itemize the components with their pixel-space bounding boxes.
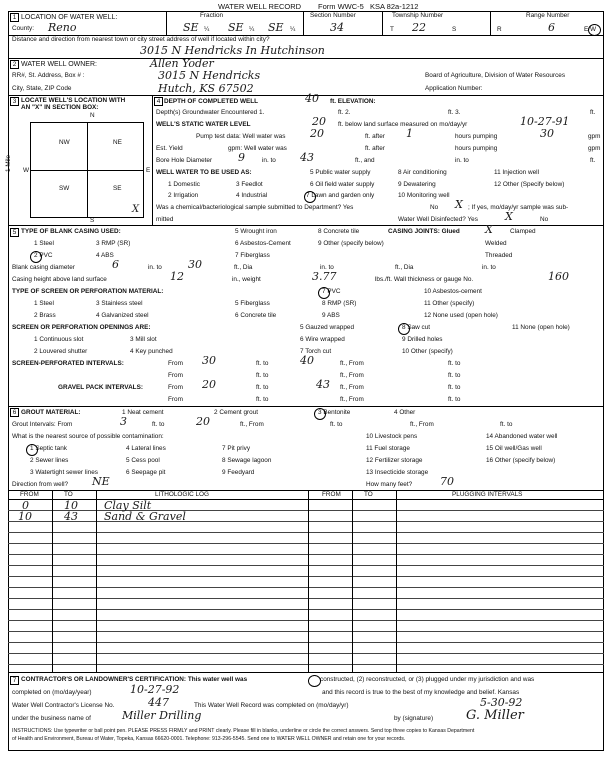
range-label: Range Number <box>526 12 570 19</box>
log-rule-line <box>8 620 604 621</box>
feet-value: 70 <box>440 475 454 488</box>
bore-value: 9 <box>238 151 245 164</box>
log-row-2-to: 43 <box>64 510 78 523</box>
casing-1: 1 Steel <box>34 240 54 247</box>
pump-gpm: 30 <box>540 127 554 140</box>
yield-hours: hours pumping <box>455 145 498 152</box>
blank-ft-dia: ft., Dia <box>234 264 253 271</box>
record-completed-date: 5-30-92 <box>480 696 523 709</box>
license-label: Water Well Contractor's License No. <box>12 702 115 709</box>
ne-quadrant: NE <box>113 139 122 146</box>
gp-from: 20 <box>202 378 216 391</box>
section-1-number: 1 <box>10 13 19 22</box>
bore-in-to: in. to <box>262 157 276 164</box>
grout-ft-from-2: ft., From <box>410 421 434 428</box>
contam-8: 8 Sewage lagoon <box>222 457 272 464</box>
gp-to-label: ft. to <box>256 384 269 391</box>
record-completed-label: This Water Well Record was completed on (mo/day/yr) <box>194 702 349 709</box>
range-r: R <box>497 26 502 33</box>
contam-1-circle <box>26 444 38 456</box>
lithologic-log-header: LITHOLOGIC LOG <box>155 491 209 498</box>
clamped-label: Clamped <box>510 228 536 235</box>
quarter-2: SE <box>228 21 244 34</box>
log-rule-line <box>8 510 604 511</box>
locate-label-2: AN "X" IN SECTION BOX: <box>21 104 99 111</box>
section-2-number: 2 <box>10 60 19 69</box>
depth-label: DEPTH OF COMPLETED WELL <box>164 98 259 105</box>
sp-ft-from-2: ft., From <box>340 372 364 379</box>
threaded-label: Threaded <box>485 252 513 259</box>
gp-to-label-4: ft. to <box>448 396 461 403</box>
north-label: N <box>90 112 95 119</box>
log-row-2-desc: Sand & Gravel <box>104 510 186 523</box>
contam-13: 13 Insecticide storage <box>366 469 429 476</box>
township-value: 22 <box>412 21 426 34</box>
log-rule-line <box>8 532 604 533</box>
use-label: WELL WATER TO BE USED AS: <box>156 169 252 176</box>
form-number: Form WWC-5 <box>318 2 364 11</box>
screen-2: 2 Brass <box>34 312 56 319</box>
address-value: 3015 N Hendricks <box>158 69 261 82</box>
bore-to-value: 43 <box>300 151 314 164</box>
grout-from: 3 <box>120 415 127 428</box>
log-rule-line <box>8 521 604 522</box>
nw-quadrant: NW <box>59 139 70 146</box>
county-value: Reno <box>48 21 77 34</box>
sp-to-label-2: ft. to <box>448 360 461 367</box>
east-label: E <box>146 167 151 174</box>
quarter-1: SE <box>183 21 199 34</box>
use-7: 7 Lawn and garden only <box>306 192 375 199</box>
grout-3: 3 Bentonite <box>318 409 351 416</box>
groundwater-ft: ft. <box>590 109 596 116</box>
bore-label: Bore Hole Diameter <box>156 157 213 164</box>
business-value: Miller Drilling <box>122 709 202 722</box>
opening-7: 7 Torch cut <box>300 348 332 355</box>
gp-ft-from: ft., From <box>340 384 364 391</box>
opening-4: 4 Key punched <box>130 348 173 355</box>
casing-2: 2 PVC <box>34 252 53 259</box>
signature-label: by (signature) <box>394 715 434 722</box>
screen-9: 9 ABS <box>322 312 340 319</box>
signature: G. Miller <box>466 708 524 723</box>
grout-ft-to: ft. to <box>152 421 165 428</box>
bore-ft: ft. <box>590 157 596 164</box>
owner-value: Allen Yoder <box>150 57 214 70</box>
grout-1: 1 Neat cement <box>122 409 164 416</box>
opening-5: 5 Gauzed wrapped <box>300 324 355 331</box>
location-label: LOCATION OF WATER WELL: <box>21 14 118 21</box>
contam-10: 10 Livestock pens <box>366 433 418 440</box>
grout-2: 2 Cement grout <box>214 409 259 416</box>
yield-label: Est. Yield <box>156 145 183 152</box>
ksa-number: KSA 82a-1212 <box>370 2 419 11</box>
casing-5: 5 Wrought iron <box>235 228 277 235</box>
west-label: W <box>23 167 30 174</box>
log-rule-line <box>8 598 604 599</box>
plug-to-header: TO <box>364 491 373 498</box>
gp-to-label-2: ft. to <box>448 384 461 391</box>
screen-7-circle <box>318 287 330 299</box>
pump-ft: 20 <box>310 127 324 140</box>
joints-mark: X <box>485 223 493 236</box>
distance-label: Distance and direction from nearest town or city street address of well if located within city? <box>12 36 270 43</box>
city-value: Hutch, KS 67502 <box>158 82 254 95</box>
groundwater-ft3: ft. 3. <box>448 109 461 116</box>
grout-ft-to-3: ft. to <box>500 421 513 428</box>
blank-in-to-3: in. to <box>482 264 496 271</box>
gravel-pack-label: GRAVEL PACK INTERVALS: <box>58 384 143 391</box>
log-rule-line <box>8 565 604 566</box>
casing-2-circle <box>30 251 42 263</box>
casing-weight: 3.77 <box>312 270 337 283</box>
contam-7: 7 Pit privy <box>222 445 251 452</box>
welded-label: Welded <box>485 240 507 247</box>
hours-pumping: hours pumping <box>455 133 498 140</box>
locate-label: LOCATE WELL'S LOCATION WITH <box>21 97 126 104</box>
section-3-number: 3 <box>10 97 19 106</box>
openings-label: SCREEN OR PERFORATION OPENINGS ARE: <box>12 324 151 331</box>
opening-6: 6 Wire wrapped <box>300 336 345 343</box>
well-location-x: X <box>132 204 140 215</box>
use-8: 8 Air conditioning <box>398 169 447 176</box>
casing-9: 9 Other (specify below) <box>318 240 384 247</box>
sp-ft-from: ft., From <box>340 360 364 367</box>
sp-from: 30 <box>202 354 216 367</box>
cert-label: CONTRACTOR'S OR LANDOWNER'S CERTIFICATION: This water well was <box>21 676 248 683</box>
section-number-value: 34 <box>330 21 344 34</box>
quarter-symbol: ¼ <box>249 26 255 33</box>
pump-label: Pump test data: Well water was <box>196 133 286 140</box>
use-6: 6 Oil field water supply <box>310 181 375 188</box>
county-label: County: <box>12 25 35 32</box>
gauge-value: 160 <box>548 270 569 283</box>
yield-after: ft. after <box>365 145 385 152</box>
log-from-header: FROM <box>20 491 39 498</box>
gpm-label: gpm <box>588 133 601 140</box>
pump-after: ft. after <box>365 133 385 140</box>
static-date: 10-27-91 <box>520 115 570 128</box>
opening-8-circle <box>398 323 410 335</box>
gp-to-label-3: ft. to <box>256 396 269 403</box>
blank-ft-dia-2: ft., Dia <box>395 264 414 271</box>
license-value: 447 <box>148 696 169 709</box>
completed-label: completed on (mo/day/year) <box>12 689 92 696</box>
use-3: 3 Feedlot <box>236 181 263 188</box>
elevation-label: ft. ELEVATION: <box>330 98 376 105</box>
quarter-3: SE <box>268 21 284 34</box>
log-rule-line <box>8 642 604 643</box>
contam-16: 16 Other (specify below) <box>486 457 556 464</box>
sp-to-label: ft. to <box>256 360 269 367</box>
instructions-line-2: of Health and Environment, Bureau of Water, Topeka, Kansas 66620-0001. Telephone: 913-296-5545. Send one to WATER WELL OWNER and retain one for your records. <box>12 736 406 742</box>
casing-height: 12 <box>170 270 184 283</box>
sp-to-label-4: ft. to <box>448 372 461 379</box>
contam-1: 1 Septic tank <box>30 445 67 452</box>
screen-12: 12 None used (open hole) <box>424 312 498 319</box>
disinfected-no: No <box>540 216 549 223</box>
section-number-label: Section Number <box>310 12 356 19</box>
contam-3: 3 Watertight sewer lines <box>30 469 98 476</box>
contam-5: 5 Cess pool <box>126 457 160 464</box>
contam-11: 11 Fuel storage <box>366 445 410 452</box>
log-rule-line <box>8 664 604 665</box>
use-1: 1 Domestic <box>168 181 200 188</box>
casing-height-label: Casing height above land surface <box>12 276 107 283</box>
log-row-2-from: 10 <box>18 510 32 523</box>
city-label: City, State, ZIP Code <box>12 85 72 92</box>
screen-intervals-label: SCREEN-PERFORATED INTERVALS: <box>12 360 124 367</box>
opening-2: 2 Louvered shutter <box>34 348 88 355</box>
log-rule-line <box>8 554 604 555</box>
grout-ft-to-2: ft. to <box>330 421 343 428</box>
use-10: 10 Monitoring well <box>398 192 450 199</box>
use-2: 2 Irrigation <box>168 192 199 199</box>
sp-to: 40 <box>300 354 314 367</box>
township-s: S <box>452 26 457 33</box>
range-ew: E/W <box>584 26 597 33</box>
contam-6: 6 Seepage pit <box>126 469 166 476</box>
disinfected-mark: X <box>505 210 513 223</box>
groundwater-label: Depth(s) Groundwater Encountered 1. <box>156 109 265 116</box>
township-t: T <box>390 26 394 33</box>
sp-from-label: From <box>168 360 183 367</box>
instructions-line-1: INSTRUCTIONS: Use typewriter or ball point pen. PLEASE PRESS FIRMLY and PRINT clearly. Please fill in blanks, underline or circle the correct answers. Send top three copies to Kansas Department <box>12 728 475 734</box>
section-5-number: 5 <box>10 228 19 237</box>
screen-5: 5 Fiberglass <box>235 300 270 307</box>
disinfected-label: Water Well Disinfected? Yes <box>398 216 478 223</box>
grout-to: 20 <box>196 415 210 428</box>
township-label: Township Number <box>392 12 444 19</box>
direction-value: NE <box>92 475 110 488</box>
log-rule-line <box>8 653 604 654</box>
contam-14: 14 Abandoned water well <box>486 433 558 440</box>
opening-11: 11 None (open hole) <box>512 324 570 331</box>
completed-tail: and this record is true to the best of my knowledge and belief. Kansas <box>322 689 520 696</box>
opening-3: 3 Mill slot <box>130 336 157 343</box>
log-row-1-from: 0 <box>22 499 29 512</box>
use-12: 12 Other (Specify below) <box>494 181 565 188</box>
screen-3: 3 Stainless steel <box>96 300 143 307</box>
application-label: Application Number: <box>425 85 483 92</box>
casing-7: 7 Fiberglass <box>235 252 270 259</box>
log-rule-line <box>8 609 604 610</box>
log-row-1-to: 10 <box>64 499 78 512</box>
casing-3: 3 RMP (SR) <box>96 240 131 247</box>
chemical-tail: ; If yes, mo/day/yr sample was sub- <box>468 204 569 211</box>
wall-thickness-label: lbs./ft. Wall thickness or gauge No. <box>375 276 474 283</box>
blank-in-to: in. to <box>148 264 162 271</box>
constructed-circle <box>308 675 321 687</box>
gp-ft-from-2: ft., From <box>340 396 364 403</box>
static-value: 20 <box>312 115 326 128</box>
contam-12: 12 Fertilizer storage <box>366 457 423 464</box>
blank-to: 30 <box>188 258 202 271</box>
grout-label: GROUT MATERIAL: <box>21 409 81 416</box>
log-rule-line <box>8 587 604 588</box>
static-tail: ft. below land surface measured on mo/day/yr <box>338 121 468 128</box>
use-9: 9 Dewatering <box>398 181 436 188</box>
form-title: WATER WELL RECORD <box>218 2 302 11</box>
grout-3-circle <box>314 408 326 420</box>
chemical-no: No <box>430 204 439 211</box>
range-value: 6 <box>548 21 555 34</box>
static-label: WELL'S STATIC WATER LEVEL <box>156 121 251 128</box>
opening-8: 8 Saw cut <box>402 324 431 331</box>
joints-label: CASING JOINTS: Glued <box>388 228 460 235</box>
mile-label: 1 Mile <box>5 154 12 172</box>
use-5: 5 Public water supply <box>310 169 371 176</box>
gp-from-label: From <box>168 384 183 391</box>
gp-from-label-2: From <box>168 396 183 403</box>
grout-ft-from: ft., From <box>240 421 264 428</box>
screen-8: 8 RMP (SR) <box>322 300 357 307</box>
plug-from-header: FROM <box>322 491 341 498</box>
chemical-no-mark: X <box>455 198 463 211</box>
south-label: S <box>90 217 95 224</box>
direction-label: Direction from well? <box>12 481 69 488</box>
pump-hours: 1 <box>406 127 413 140</box>
bore-ft-and: ft., and <box>355 157 375 164</box>
distance-value: 3015 N Hendricks In Hutchinson <box>140 44 325 57</box>
section-6-number: 6 <box>10 408 19 417</box>
quarter-symbol: ¼ <box>204 26 210 33</box>
blank-diameter-label: Blank casing diameter <box>12 264 75 271</box>
chemical-sample-label: Was a chemical/bacteriological sample submitted to Department? Yes <box>156 204 354 211</box>
grout-4: 4 Other <box>394 409 416 416</box>
contam-15: 15 Oil well/Gas well <box>486 445 542 452</box>
casing-8: 8 Concrete tile <box>318 228 360 235</box>
plugging-header: PLUGGING INTERVALS <box>452 491 523 498</box>
blank-in-to-2: in. to <box>320 264 334 271</box>
mitted-label: mitted <box>156 216 174 223</box>
yield-gpm-2: gpm <box>588 145 601 152</box>
screen-4: 4 Galvanized steel <box>96 312 149 319</box>
contamination-label: What is the nearest source of possible contamination: <box>12 433 164 440</box>
sp-from-label-2: From <box>168 372 183 379</box>
opening-10: 10 Other (specify) <box>402 348 453 355</box>
contam-9: 9 Feedyard <box>222 469 255 476</box>
completed-date: 10-27-92 <box>130 683 180 696</box>
fraction-label: Fraction <box>200 12 224 19</box>
screen-1: 1 Steel <box>34 300 54 307</box>
casing-4: 4 ABS <box>96 252 114 259</box>
log-to-header: TO <box>64 491 73 498</box>
log-rule-line <box>8 631 604 632</box>
se-quadrant: SE <box>113 185 122 192</box>
contam-4: 4 Lateral lines <box>126 445 166 452</box>
grout-intervals-label: Grout Intervals: From <box>12 421 73 428</box>
log-rule-line <box>8 576 604 577</box>
yield-gpm: gpm: Well water was <box>228 145 287 152</box>
screen-7: 7 PVC <box>322 288 341 295</box>
use-11: 11 Injection well <box>494 169 539 176</box>
gp-to: 43 <box>316 378 330 391</box>
owner-label: WATER WELL OWNER: <box>21 61 97 68</box>
log-rule-line <box>8 543 604 544</box>
groundwater-ft2: ft. 2. <box>338 109 351 116</box>
blank-diameter: 6 <box>112 258 119 271</box>
casing-6: 6 Asbestos-Cement <box>235 240 291 247</box>
opening-9: 9 Drilled holes <box>402 336 443 343</box>
contam-2: 2 Sewer lines <box>30 457 69 464</box>
business-label: under the business name of <box>12 715 91 722</box>
screen-6: 6 Concrete tile <box>235 312 277 319</box>
sw-quadrant: SW <box>59 185 70 192</box>
depth-value: 40 <box>305 92 319 105</box>
address-label: RR#, St. Address, Box # : <box>12 72 85 79</box>
use-7-circle <box>304 191 316 203</box>
casing-label: TYPE OF BLANK CASING USED: <box>21 228 121 235</box>
screen-label: TYPE OF SCREEN OR PERFORATION MATERIAL: <box>12 288 164 295</box>
section-4-number: 4 <box>154 97 163 106</box>
log-row-1-desc: Clay Silt <box>104 499 152 512</box>
feet-label: How many feet? <box>366 481 413 488</box>
use-4: 4 Industrial <box>236 192 268 199</box>
quarter-symbol: ¼ <box>290 26 296 33</box>
cert-label-tail: constructed, (2) reconstructed, or (3) plugged under my jurisdiction and was <box>320 676 535 683</box>
sp-to-label-3: ft. to <box>256 372 269 379</box>
screen-11: 11 Other (specify) <box>424 300 475 307</box>
board-label: Board of Agriculture, Division of Water Resources <box>425 72 566 79</box>
casing-weight-label: in., weight <box>232 276 261 283</box>
screen-10: 10 Asbestos-cement <box>424 288 482 295</box>
opening-1: 1 Continuous slot <box>34 336 84 343</box>
bore-in-to-2: in. to <box>455 157 469 164</box>
section-7-number: 7 <box>10 676 19 685</box>
